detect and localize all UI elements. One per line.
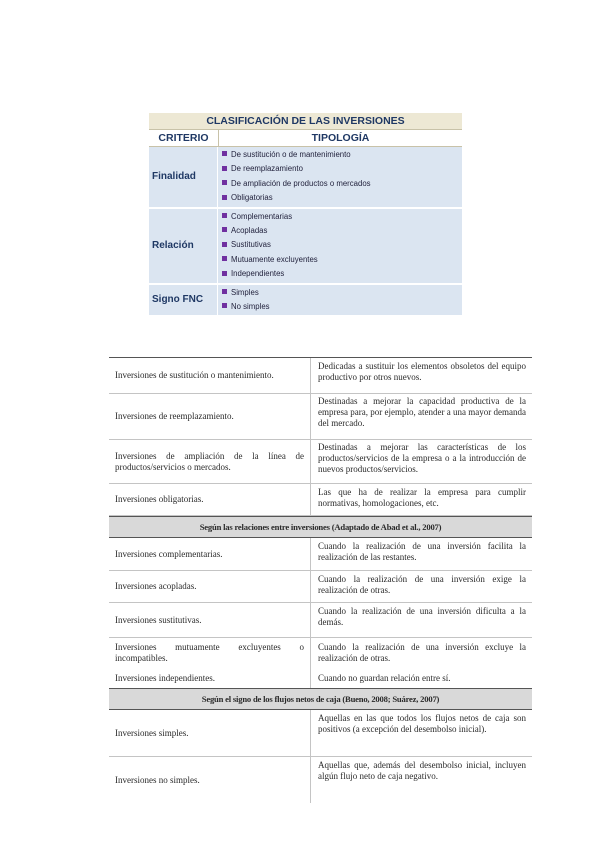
list-item: De ampliación de productos o mercados xyxy=(222,177,462,191)
square-bullet-icon xyxy=(222,151,227,156)
investment-type: Inversiones de ampliación de la línea de productos/servicios o mercados. xyxy=(109,440,311,483)
header-criterio: CRITERIO xyxy=(149,130,219,146)
list-item: Simples xyxy=(222,286,462,300)
tipologia-list xyxy=(218,209,462,283)
table-row xyxy=(109,440,532,484)
investment-description: Dedicadas a sustituir los elementos obsoletos del equipo productivo por otros nuevos. xyxy=(318,361,526,382)
list-item: Obligatorias xyxy=(222,191,462,205)
tipologia-list xyxy=(218,147,462,207)
square-bullet-icon xyxy=(222,180,227,185)
square-bullet-icon xyxy=(222,166,227,171)
table-row xyxy=(109,710,532,757)
table-row xyxy=(109,638,532,668)
table-row xyxy=(109,757,532,803)
square-bullet-icon xyxy=(222,271,227,276)
investment-type: Inversiones obligatorias. xyxy=(109,484,311,515)
list-item: No simples xyxy=(222,300,462,314)
criterio-row-signo-fnc xyxy=(149,285,462,318)
square-bullet-icon xyxy=(222,256,227,261)
investment-type: Inversiones sustitutivas. xyxy=(109,603,311,637)
list-item: De reemplazamiento xyxy=(222,162,462,176)
list-item: Complementarias xyxy=(222,210,462,224)
investment-type: Inversiones no simples. xyxy=(109,757,311,803)
list-item: Independientes xyxy=(222,267,462,281)
criterio-label: Relación xyxy=(149,209,218,283)
classification-title: CLASIFICACIÓN DE LAS INVERSIONES xyxy=(149,113,462,129)
investment-description: Cuando la realización de una inversión facilita la realización de las restantes. xyxy=(318,541,526,562)
criterio-row-finalidad xyxy=(149,147,462,209)
list-item: Sustitutivas xyxy=(222,238,462,252)
square-bullet-icon xyxy=(222,242,227,247)
investment-description: Cuando la realización de una inversión excluye la realización de otras. xyxy=(318,642,526,663)
table-row xyxy=(109,394,532,440)
investment-type: Inversiones de reemplazamiento. xyxy=(109,394,311,439)
investment-type: Inversiones independientes. xyxy=(109,668,311,688)
investment-description: Aquellas en las que todos los flujos netos de caja son positivos (a excepción del desembolso inicial). xyxy=(318,713,526,734)
investment-description: Cuando la realización de una inversión dificulta a la demás. xyxy=(318,606,526,627)
table-row xyxy=(109,571,532,603)
investment-type: Inversiones de sustitución o mantenimiento. xyxy=(109,358,311,393)
square-bullet-icon xyxy=(222,289,227,294)
classification-table xyxy=(149,113,462,317)
table-row xyxy=(109,668,532,688)
square-bullet-icon xyxy=(222,303,227,308)
section-heading-signo-flujos: Según el signo de los flujos netos de caja (Bueno, 2008; Suárez, 2007) xyxy=(109,688,532,710)
classification-header xyxy=(149,129,462,147)
investment-type: Inversiones simples. xyxy=(109,710,311,756)
header-tipologia: TIPOLOGÍA xyxy=(311,132,370,144)
square-bullet-icon xyxy=(222,213,227,218)
table-row xyxy=(109,603,532,638)
criterio-label: Signo FNC xyxy=(149,285,218,316)
investment-type: Inversiones mutuamente excluyentes o incompatibles. xyxy=(109,638,311,668)
criterio-label: Finalidad xyxy=(149,147,218,207)
table-row xyxy=(109,484,532,516)
square-bullet-icon xyxy=(222,227,227,232)
table-row xyxy=(109,357,532,394)
investment-description: Cuando la realización de una inversión exige la realización de otras. xyxy=(318,574,526,595)
investment-description: Las que ha de realizar la empresa para cumplir normativas, homologaciones, etc. xyxy=(318,487,526,508)
investment-description: Cuando no guardan relación entre sí. xyxy=(318,672,451,683)
tipologia-list xyxy=(218,285,462,316)
investment-description: Aquellas que, además del desembolso inicial, incluyen algún flujo neto de caja negativo. xyxy=(318,760,526,781)
table-row xyxy=(109,538,532,571)
section-heading-relaciones: Según las relaciones entre inversiones (Adaptado de Abad et al., 2007) xyxy=(109,516,532,538)
investment-description: Destinadas a mejorar la capacidad productiva de la empresa para, por ejemplo, atender a una mayor demanda del mercado. xyxy=(318,396,526,428)
square-bullet-icon xyxy=(222,195,227,200)
investment-description: Destinadas a mejorar las características de los productos/servicios de la empresa o a la introducción de nuevos productos/servicios. xyxy=(318,442,526,474)
list-item: Mutuamente excluyentes xyxy=(222,253,462,267)
list-item: Acopladas xyxy=(222,224,462,238)
investment-type: Inversiones acopladas. xyxy=(109,571,311,602)
list-item: De sustitución o de mantenimiento xyxy=(222,148,462,162)
criterio-row-relacion xyxy=(149,209,462,285)
investment-detail-table xyxy=(109,357,532,803)
investment-type: Inversiones complementarias. xyxy=(109,538,311,570)
